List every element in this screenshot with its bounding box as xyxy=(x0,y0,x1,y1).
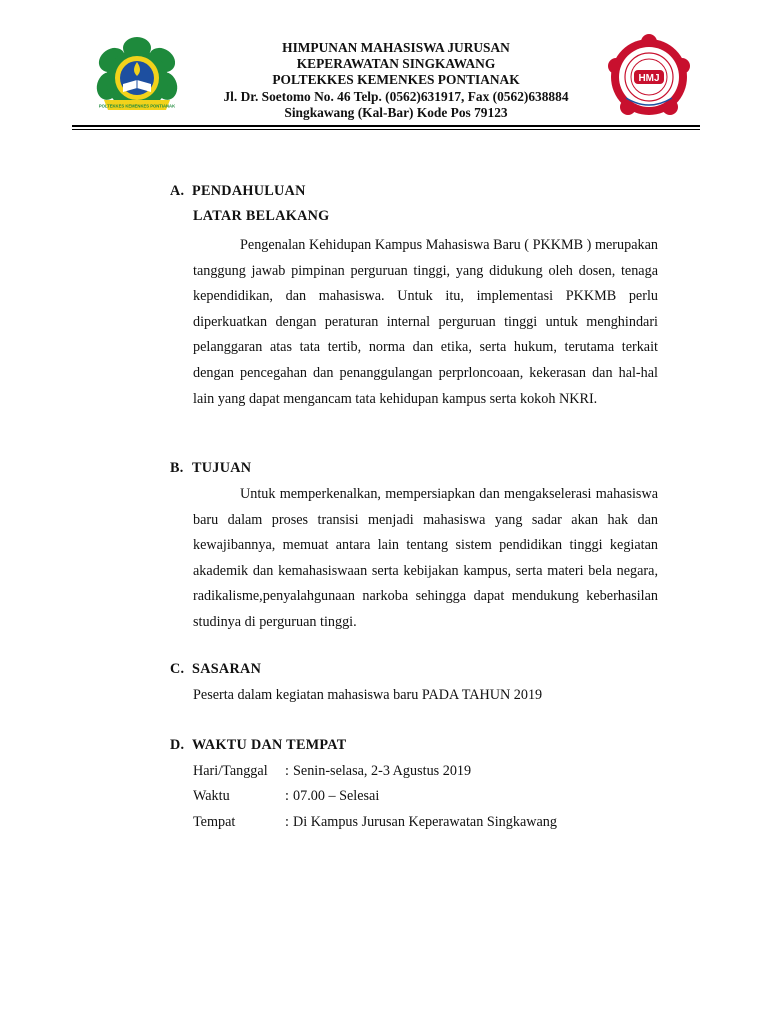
schedule-separator: : xyxy=(285,763,289,779)
letterhead-city: Singkawang (Kal-Bar) Kode Pos 79123 xyxy=(284,104,508,120)
letterhead-text xyxy=(186,40,606,121)
poltekkes-logo xyxy=(92,34,182,118)
section-a-heading xyxy=(170,183,306,200)
schedule-label: Hari/Tanggal xyxy=(193,763,268,779)
section-b-paragraph xyxy=(193,482,658,636)
letterhead-line-3: POLTEKKES KEMENKES PONTIANAK xyxy=(272,72,520,88)
schedule-value: Di Kampus Jurusan Keperawatan Singkawang xyxy=(293,814,557,830)
schedule-value: 07.00 – Selesai xyxy=(293,788,380,804)
letterhead xyxy=(0,0,768,132)
schedule-separator: : xyxy=(285,788,289,804)
section-d-letter: D. xyxy=(170,737,185,753)
letterhead-line-2: KEPERAWATAN SINGKAWANG xyxy=(296,56,496,72)
section-b-heading xyxy=(170,460,251,477)
letterhead-address: Jl. Dr. Soetomo No. 46 Telp. (0562)631917, Fax (0562)638884 xyxy=(223,88,569,104)
section-a-title: PENDAHULUAN xyxy=(192,183,306,199)
hmj-logo xyxy=(606,34,692,120)
section-d-heading xyxy=(170,737,347,754)
svg-text:POLTEKKES KEMENKES PONTIANAK: POLTEKKES KEMENKES PONTIANAK xyxy=(98,103,176,109)
schedule-value: Senin-selasa, 2-3 Agustus 2019 xyxy=(293,763,472,779)
section-a-paragraph xyxy=(193,233,658,412)
section-a-letter: A. xyxy=(170,183,185,199)
schedule-label: Tempat xyxy=(193,814,236,830)
section-a-subtitle: LATAR BELAKANG xyxy=(193,208,330,224)
schedule-label: Waktu xyxy=(193,788,230,804)
letterhead-line-1: HIMPUNAN MAHASISWA JURUSAN xyxy=(282,40,510,55)
section-b-letter: B. xyxy=(170,460,184,476)
section-b-paragraph-text: Untuk memperkenalkan, mempersiapkan dan mengakselerasi mahasiswa baru dalam proses transisi menjadi mahasiswa yang sadar akan hak dan kewajibannya, memuat antara lain tentang sistem pendidikan tinggi kegiatan akademik dan kemahasiswaan serta kebijakan kampus, serta materi bela negara, radikalisme,penyalahgunaan narkoba sehingga dapat mendukung keberhasilan studinya di perguruan tinggi. xyxy=(193,486,658,630)
schedule-separator: : xyxy=(285,814,289,830)
section-c-letter: C. xyxy=(170,661,185,677)
section-c-text: Peserta dalam kegiatan mahasiswa baru PADA TAHUN 2019 xyxy=(193,687,543,703)
section-c-title: SASARAN xyxy=(192,661,262,677)
section-c-heading xyxy=(170,661,261,678)
section-a-paragraph-text: Pengenalan Kehidupan Kampus Mahasiswa Baru ( PKKMB ) merupakan tanggung jawab pimpinan perguruan tinggi, yang didukung oleh dosen, tenaga kependidikan, dan mahasiswa. Untuk itu, implementasi PKKMB perlu diperkuatkan dengan peraturan internal perguruan tinggi untuk menghindari pelanggaran atas tata tertib, norma dan etika, serta hukum, terutama terkait dengan pencegahan dan penanggulangan perprloncoaan, kekerasan dan hal-hal lain yang dapat mengancam tata kehidupan kampus serta kokoh NKRI. xyxy=(193,237,658,407)
svg-text:HMJ: HMJ xyxy=(638,73,660,84)
letterhead-rule-thin xyxy=(72,129,700,130)
letterhead-rule-thick xyxy=(72,125,700,127)
section-b-title: TUJUAN xyxy=(192,460,252,476)
section-d-title: WAKTU DAN TEMPAT xyxy=(192,737,347,753)
